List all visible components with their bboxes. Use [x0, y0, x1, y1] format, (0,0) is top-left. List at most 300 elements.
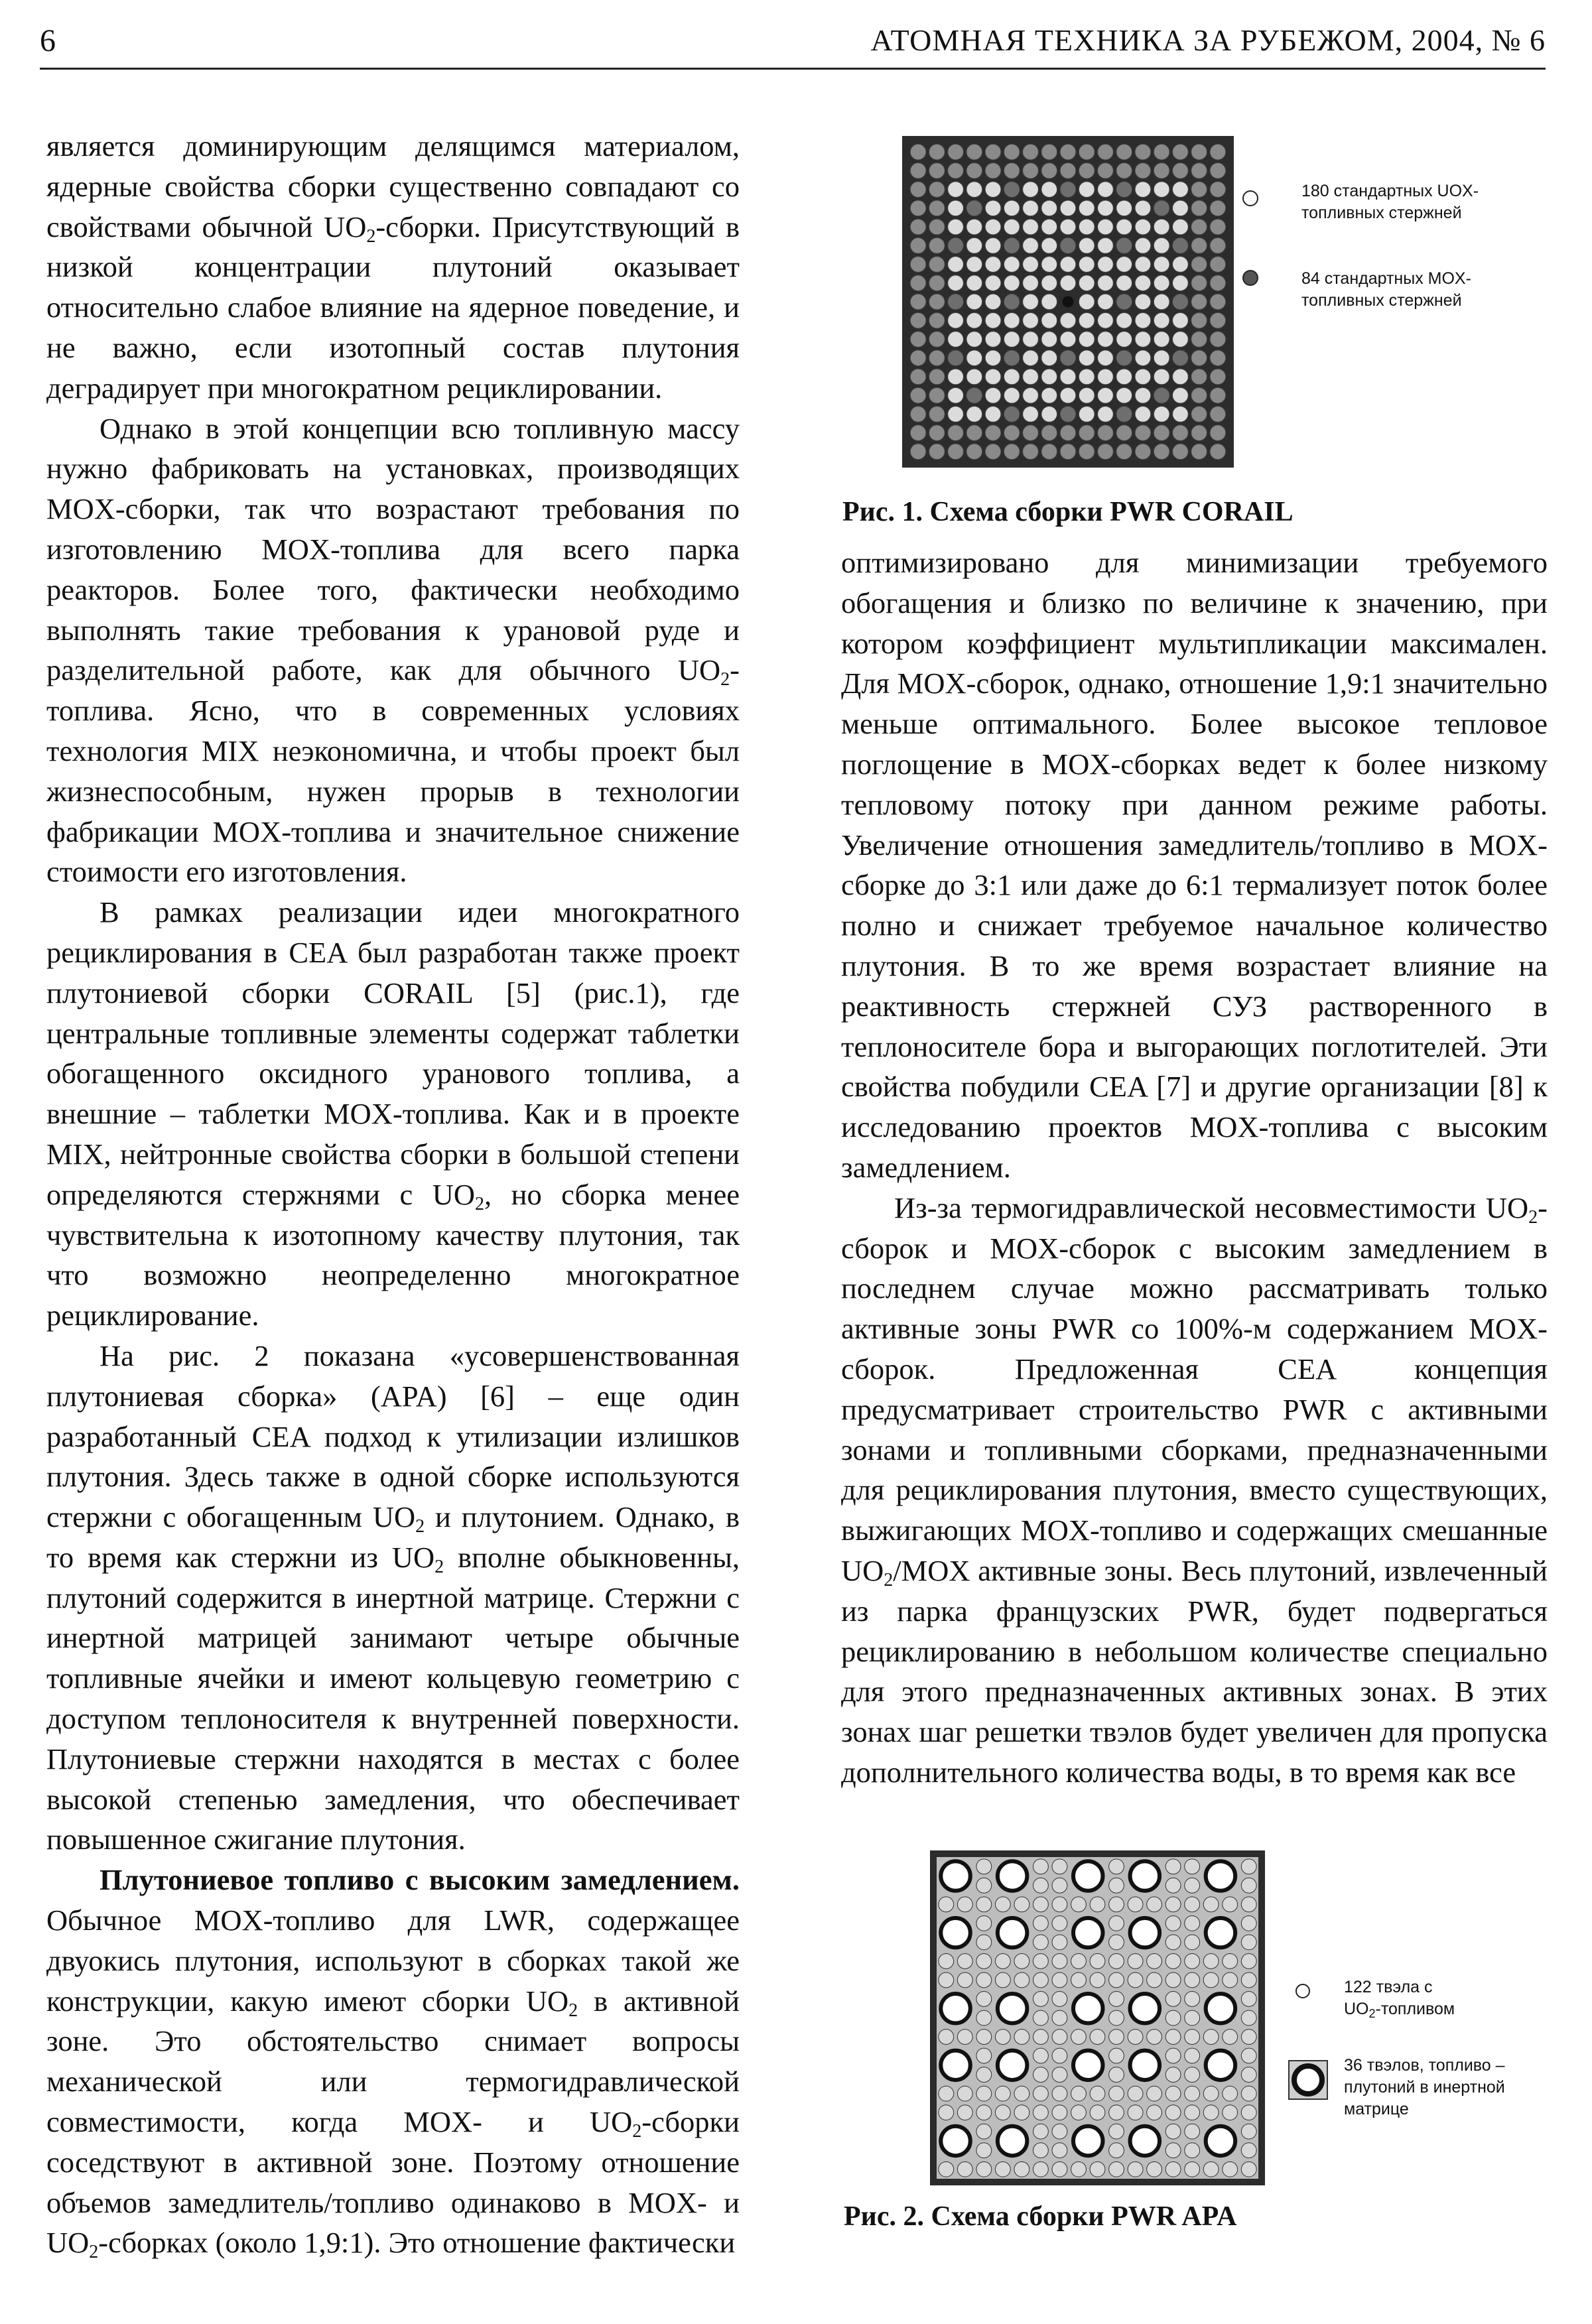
mox-rod	[1004, 162, 1020, 178]
mox-rod	[1191, 294, 1207, 310]
mox-rod	[948, 144, 964, 160]
uo2-rod	[1165, 1897, 1181, 1912]
uox-rod	[1060, 332, 1076, 348]
uo2-rod	[1033, 1915, 1049, 1931]
uox-rod	[1098, 182, 1114, 198]
uox-rod	[1173, 387, 1189, 403]
uo2-rod	[976, 2010, 992, 2026]
pu-inert-annular-rod	[941, 1861, 970, 1891]
uo2-rod	[1033, 2067, 1049, 2083]
uo2-rod	[1203, 1897, 1219, 1912]
uo2-rod	[957, 2086, 972, 2101]
uo2-rod	[1128, 2105, 1143, 2120]
uox-rod	[966, 237, 982, 253]
mox-rod	[929, 444, 945, 460]
mox-rod	[1154, 162, 1169, 178]
guide-tube	[966, 387, 982, 403]
uo2-rod	[1014, 1897, 1029, 1912]
guide-tube	[1004, 182, 1020, 198]
uo2-rod	[1033, 1954, 1049, 1969]
uox-rod	[948, 387, 964, 403]
uox-rod	[1023, 369, 1039, 385]
uo2-rod	[1090, 1897, 1105, 1912]
mox-rod	[910, 200, 926, 216]
uox-rod	[1004, 332, 1020, 348]
guide-tube	[1154, 200, 1169, 216]
uo2-rod	[1185, 2067, 1200, 2083]
uo2-rod	[1223, 2105, 1238, 2120]
uox-rod	[1079, 350, 1094, 366]
uox-rod	[1079, 312, 1094, 328]
figure-1-caption: Рис. 1. Схема сборки PWR CORAIL	[842, 497, 1294, 527]
uo2-rod	[1241, 1992, 1256, 2007]
mox-rod	[1004, 425, 1020, 441]
mox-rod	[1210, 200, 1226, 216]
mox-rod	[910, 444, 926, 460]
uox-rod	[1135, 257, 1151, 273]
uo2-rod	[1223, 1954, 1238, 1969]
uo2-rod	[1052, 2162, 1067, 2177]
uo2-rod	[995, 1954, 1010, 1969]
uox-rod	[1173, 257, 1189, 273]
mox-rod	[1154, 144, 1169, 160]
uo2-rod	[1147, 2086, 1162, 2101]
uox-rod	[1060, 387, 1076, 403]
guide-tube	[948, 294, 964, 310]
mox-rod	[1154, 425, 1169, 441]
uo2-rod	[957, 1954, 972, 1969]
paragraph: Из-за термогидравлической несовместимости $UO_2$-сборок и MOX-сборок с высоким замедлением в последнем случае можно рассматривать только активные зоны PWR со 100%-м содержанием MOX-сборок. Предложенная CEA концепция предусматривает строительство PWR с активными зонами и топливными сборками, предназначенными для рециклирования плутония, вместо существующих, выжигающих MOX-топливо и содержащих смешанные $UO_2$/MOX активные зоны. Весь плутоний, извлеченный из парка французских PWR, будет подвергаться рециклированию в небольшом количестве специально для этого предназначенных активных зонах. В этих зонах шаг решетки твэлов будет увеличен для пропуска дополнительного количества воды, в то время как все	[841, 1191, 1548, 1789]
guide-tube	[1060, 350, 1076, 366]
guide-tube	[1060, 182, 1076, 198]
uo2-rod	[995, 2030, 1010, 2045]
mox-rod	[929, 182, 945, 198]
mox-rod	[910, 387, 926, 403]
uox-rod	[985, 294, 1001, 310]
mox-rod	[1116, 144, 1132, 160]
uox-rod	[985, 387, 1001, 403]
uo2-rod	[1109, 2067, 1124, 2083]
uox-rod	[1173, 369, 1189, 385]
mox-rod	[1060, 162, 1076, 178]
mox-rod	[929, 350, 945, 366]
uo2-rod	[1241, 2030, 1256, 2045]
guide-tube	[1116, 350, 1132, 366]
uox-rod	[985, 407, 1001, 422]
uo2-rod	[1185, 2086, 1200, 2101]
mox-rod	[1135, 425, 1151, 441]
uo2-rod	[1165, 1878, 1181, 1893]
uo2-rod	[1033, 1897, 1049, 1912]
uo2-rod	[1185, 2143, 1200, 2158]
uo2-rod	[939, 2162, 954, 2177]
uox-rod	[1098, 219, 1114, 235]
mox-rod	[1135, 444, 1151, 460]
uox-rod	[1154, 407, 1169, 422]
uo2-rod	[1185, 1954, 1200, 1969]
mox-rod	[1210, 312, 1226, 328]
mox-rod	[910, 407, 926, 422]
uo2-rod	[1052, 2143, 1067, 2158]
uox-rod	[1116, 369, 1132, 385]
pu-inert-annular-rod	[1206, 2051, 1236, 2081]
mox-rod	[1210, 332, 1226, 348]
uo2-rod	[1052, 2086, 1067, 2101]
uox-rod	[985, 200, 1001, 216]
uo2-rod	[1165, 2124, 1181, 2139]
mox-rod	[910, 369, 926, 385]
mox-rod	[1135, 162, 1151, 178]
uox-rod	[1154, 237, 1169, 253]
uox-rod	[985, 182, 1001, 198]
mox-rod	[1079, 144, 1094, 160]
mox-rod	[1079, 162, 1094, 178]
uo2-rod	[976, 1878, 992, 1893]
uox-rod	[1154, 182, 1169, 198]
uox-rod	[1154, 257, 1169, 273]
uox-rod	[1079, 407, 1094, 422]
mox-rod	[1191, 407, 1207, 422]
uo2-rod	[976, 1915, 992, 1931]
uo2-rod	[1033, 2105, 1049, 2120]
uo2-rod	[1223, 2086, 1238, 2101]
uox-rod	[1023, 332, 1039, 348]
mox-rod	[1191, 350, 1207, 366]
uo2-rod	[976, 2048, 992, 2063]
uox-rod	[1135, 182, 1151, 198]
thick-ring-icon	[1288, 2060, 1328, 2103]
uo2-rod	[1241, 1859, 1256, 1874]
uo2-rod	[1109, 2010, 1124, 2026]
journal-title: АТОМНАЯ ТЕХНИКА ЗА РУБЕЖОМ, 2004, № 6	[870, 23, 1546, 57]
mox-rod	[929, 387, 945, 403]
uo2-rod	[1109, 1935, 1124, 1950]
uox-rod	[1098, 312, 1114, 328]
uo2-rod	[1203, 2162, 1219, 2177]
mox-rod	[1154, 444, 1169, 460]
uo2-rod	[1223, 1972, 1238, 1988]
uo2-rod	[1071, 2162, 1087, 2177]
uo2-rod	[1165, 2105, 1181, 2120]
uo2-rod	[1071, 1897, 1087, 1912]
mox-rod	[1041, 444, 1057, 460]
guide-tube	[1116, 237, 1132, 253]
uox-rod	[1154, 275, 1169, 291]
uox-rod	[1041, 294, 1057, 310]
uo2-rod	[976, 1897, 992, 1912]
uox-rod	[1135, 200, 1151, 216]
uox-rod	[1041, 219, 1057, 235]
uox-rod	[1023, 294, 1039, 310]
uox-rod	[1098, 332, 1114, 348]
uo2-rod	[1090, 1972, 1105, 1988]
uo2-rod	[1223, 1897, 1238, 1912]
pu-inert-annular-rod	[998, 1994, 1028, 2024]
uo2-rod	[1033, 1972, 1049, 1988]
uox-rod	[1079, 369, 1094, 385]
uox-rod	[966, 350, 982, 366]
uox-rod	[1023, 275, 1039, 291]
uo2-rod	[1128, 2030, 1143, 2045]
mox-rod	[929, 257, 945, 273]
uox-rod	[1079, 219, 1094, 235]
uox-rod	[1004, 275, 1020, 291]
uo2-rod	[1052, 2010, 1067, 2026]
uo2-rod	[1241, 2086, 1256, 2101]
guide-tube	[1004, 407, 1020, 422]
uox-rod	[985, 312, 1001, 328]
uox-rod	[1135, 332, 1151, 348]
mox-rod	[1210, 237, 1226, 253]
mox-rod	[1023, 144, 1039, 160]
uox-rod	[1173, 407, 1189, 422]
uo2-rod	[1052, 2105, 1067, 2120]
uox-rod	[1135, 294, 1151, 310]
uo2-rod	[1165, 2010, 1181, 2026]
uo2-rod	[1033, 2048, 1049, 2063]
uo2-rod	[1090, 2162, 1105, 2177]
uox-rod	[948, 369, 964, 385]
mox-rod	[929, 407, 945, 422]
uox-rod	[966, 294, 982, 310]
mox-rod	[1023, 425, 1039, 441]
uo2-rod	[1090, 2086, 1105, 2101]
uo2-rod	[1165, 1992, 1181, 2007]
uox-rod	[966, 332, 982, 348]
uo2-rod	[1241, 1915, 1256, 1931]
uox-rod	[1135, 219, 1151, 235]
mox-rod	[910, 182, 926, 198]
guide-tube	[1060, 237, 1076, 253]
mox-rod	[985, 444, 1001, 460]
uo2-rod	[1109, 1859, 1124, 1874]
uox-rod	[1098, 237, 1114, 253]
legend-item-mox: 84 стандартных MOX- топливных стержней	[1301, 269, 1471, 310]
uox-rod	[1023, 219, 1039, 235]
uo2-rod	[1185, 1915, 1200, 1931]
guide-tube	[1116, 182, 1132, 198]
mox-rod	[1004, 144, 1020, 160]
mox-rod	[929, 332, 945, 348]
mox-rod	[910, 237, 926, 253]
uo2-rod	[1185, 2105, 1200, 2120]
uox-rod	[1041, 237, 1057, 253]
uox-rod	[1041, 332, 1057, 348]
uo2-rod	[1241, 2124, 1256, 2139]
mox-rod	[1041, 162, 1057, 178]
uo2-rod	[1128, 1972, 1143, 1988]
uo2-rod	[1071, 2030, 1087, 2045]
filled-circle-icon	[1240, 268, 1260, 291]
uox-rod	[966, 219, 982, 235]
mox-rod	[1210, 182, 1226, 198]
uo2-rod	[1185, 1972, 1200, 1988]
uo2-rod	[1223, 2162, 1238, 2177]
uo2-rod	[1109, 2086, 1124, 2101]
uo2-rod	[1165, 2067, 1181, 2083]
uo2-rod	[976, 1992, 992, 2007]
uox-rod	[1098, 350, 1114, 366]
instrument-tube	[1063, 296, 1074, 308]
uox-rod	[1079, 332, 1094, 348]
mox-rod	[1191, 219, 1207, 235]
uo2-rod	[1052, 1972, 1067, 1988]
mox-rod	[1060, 444, 1076, 460]
mox-rod	[910, 257, 926, 273]
mox-rod	[1079, 425, 1094, 441]
mox-rod	[1210, 444, 1226, 460]
uo2-rod	[957, 2105, 972, 2120]
uox-rod	[985, 275, 1001, 291]
uo2-rod	[1052, 2124, 1067, 2139]
uo2-rod	[1052, 1878, 1067, 1893]
uox-rod	[1116, 387, 1132, 403]
mox-rod	[948, 444, 964, 460]
uo2-rod	[995, 2086, 1010, 2101]
uox-rod	[966, 257, 982, 273]
uox-rod	[1041, 200, 1057, 216]
paragraph: является доминирующим делящимся материалом, ядерные свойства сборки существенно совпадают со свойствами обычной $UO_2$-сборки. Присутствующий в низкой концентрации плутоний оказывает относительно слабое влияние на ядерное поведение, и не важно, если изотопный состав плутония деградирует при многократном рециклировании.	[46, 129, 740, 405]
uox-rod	[985, 369, 1001, 385]
mox-rod	[1173, 425, 1189, 441]
uox-rod	[1173, 182, 1189, 198]
uo2-rod	[1241, 1935, 1256, 1950]
pu-inert-annular-rod	[998, 1861, 1028, 1891]
uo2-rod	[1185, 1897, 1200, 1912]
uox-rod	[1004, 312, 1020, 328]
uo2-rod	[1109, 1878, 1124, 1893]
page-number: 6	[40, 23, 56, 58]
uo2-rod	[1147, 2162, 1162, 2177]
uo2-rod	[1147, 1972, 1162, 1988]
mox-rod	[1210, 257, 1226, 273]
uox-rod	[1079, 200, 1094, 216]
uox-rod	[1116, 332, 1132, 348]
uo2-rod	[1165, 2162, 1181, 2177]
uox-rod	[1116, 219, 1132, 235]
mox-rod	[1116, 162, 1132, 178]
uo2-rod	[1109, 2143, 1124, 2158]
uo2-rod	[1128, 1954, 1143, 1969]
pu-inert-annular-rod	[1206, 1918, 1236, 1948]
mox-rod	[1210, 387, 1226, 403]
uo2-rod	[1185, 1878, 1200, 1893]
uo2-rod	[1165, 2030, 1181, 2045]
mox-rod	[1191, 237, 1207, 253]
mox-rod	[1004, 444, 1020, 460]
uox-rod	[1154, 294, 1169, 310]
uo2-rod	[1203, 1954, 1219, 1969]
uox-rod	[1004, 219, 1020, 235]
mox-rod	[910, 275, 926, 291]
guide-tube	[1173, 350, 1189, 366]
uo2-rod	[1165, 2086, 1181, 2101]
uox-rod	[1060, 275, 1076, 291]
guide-tube	[1004, 350, 1020, 366]
uo2-rod	[1241, 2162, 1256, 2177]
uo2-rod	[939, 1972, 954, 1988]
uo2-rod	[1052, 1897, 1067, 1912]
uox-rod	[948, 332, 964, 348]
mox-rod	[1173, 444, 1189, 460]
uo2-rod	[1090, 1954, 1105, 1969]
uox-rod	[1041, 369, 1057, 385]
mox-rod	[1191, 332, 1207, 348]
uox-rod	[985, 257, 1001, 273]
uo2-rod	[1109, 2030, 1124, 2045]
mox-rod	[1210, 144, 1226, 160]
uo2-rod	[1014, 1954, 1029, 1969]
uox-rod	[1041, 387, 1057, 403]
header-rule	[40, 68, 1546, 70]
uo2-rod	[1071, 2105, 1087, 2120]
mox-rod	[1116, 425, 1132, 441]
mox-rod	[966, 144, 982, 160]
uo2-rod	[1052, 1954, 1067, 1969]
uo2-rod	[1147, 1897, 1162, 1912]
pu-inert-annular-rod	[998, 2126, 1028, 2156]
uo2-rod	[1223, 2030, 1238, 2045]
uo2-rod	[1241, 2010, 1256, 2026]
uox-rod	[1041, 257, 1057, 273]
uo2-rod	[1033, 1878, 1049, 1893]
uo2-rod	[1128, 2162, 1143, 2177]
uo2-rod	[1128, 2086, 1143, 2101]
mox-rod	[1191, 369, 1207, 385]
uox-rod	[1079, 275, 1094, 291]
uo2-rod	[1185, 2010, 1200, 2026]
uox-rod	[1098, 387, 1114, 403]
uo2-rod	[1090, 2105, 1105, 2120]
uo2-rod	[1033, 2010, 1049, 2026]
mox-rod	[910, 350, 926, 366]
open-circle-icon	[1240, 188, 1260, 212]
pu-inert-annular-rod	[1206, 2126, 1236, 2156]
uo2-rod	[1014, 2086, 1029, 2101]
uox-rod	[1135, 237, 1151, 253]
mox-rod	[929, 144, 945, 160]
uox-rod	[1116, 257, 1132, 273]
mox-rod	[910, 294, 926, 310]
uo2-rod	[1165, 1915, 1181, 1931]
mox-rod	[1041, 425, 1057, 441]
uo2-rod	[1033, 2124, 1049, 2139]
uo2-rod	[1052, 1935, 1067, 1950]
mox-rod	[910, 162, 926, 178]
uox-rod	[1023, 350, 1039, 366]
uox-rod	[1004, 369, 1020, 385]
mox-rod	[1135, 144, 1151, 160]
mox-rod	[929, 219, 945, 235]
legend-item-uo2: 122 твэла с $UO_2$-топливом	[1344, 1978, 1455, 2020]
uo2-rod	[1147, 2105, 1162, 2120]
uox-rod	[1135, 369, 1151, 385]
mox-rod	[1173, 144, 1189, 160]
uo2-rod	[1033, 2162, 1049, 2177]
mox-rod	[1023, 444, 1039, 460]
guide-tube	[948, 350, 964, 366]
uox-rod	[1041, 350, 1057, 366]
mox-rod	[1060, 425, 1076, 441]
uox-rod	[1004, 200, 1020, 216]
mox-rod	[1191, 444, 1207, 460]
uox-rod	[1079, 257, 1094, 273]
figure-2-apa-assembly	[930, 1850, 1265, 2185]
uo2-rod	[1147, 1954, 1162, 1969]
uo2-rod	[1033, 2030, 1049, 2045]
mox-rod	[929, 369, 945, 385]
uox-rod	[1004, 257, 1020, 273]
